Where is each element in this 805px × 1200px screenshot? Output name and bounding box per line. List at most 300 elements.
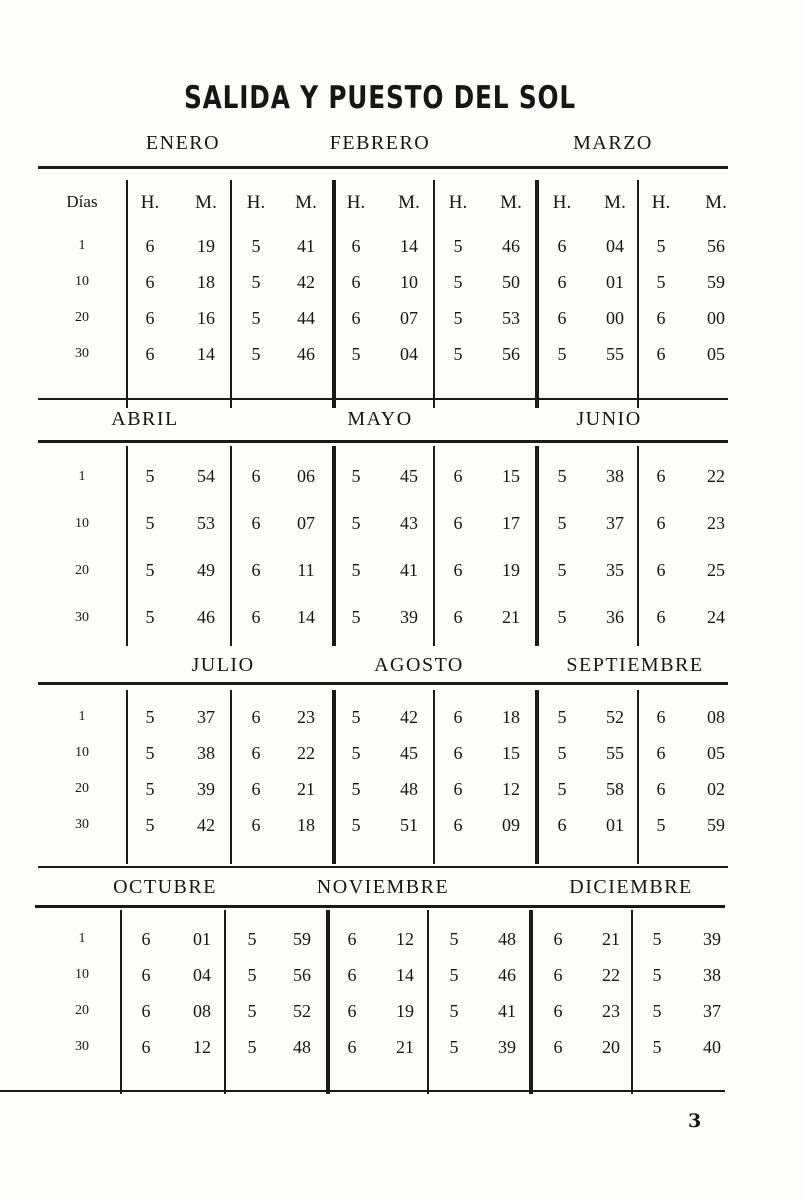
- time-cell: 46: [197, 607, 215, 627]
- time-cell: 5: [557, 779, 567, 799]
- time-cell: 08: [193, 1001, 211, 1021]
- month-name-febrero: FEBRERO: [329, 132, 431, 154]
- time-cell: 48: [293, 1037, 311, 1057]
- time-cell: 6: [656, 779, 666, 799]
- time-cell: 50: [502, 272, 520, 292]
- time-cell: 6: [251, 513, 261, 533]
- time-cell: 45: [400, 743, 418, 763]
- month-name-agosto: AGOSTO: [374, 654, 464, 676]
- minutes-header: M.: [500, 192, 522, 213]
- month-name-julio: JULIO: [191, 654, 255, 676]
- hour-column: [433, 699, 483, 843]
- minute-column: [590, 453, 640, 641]
- time-cell: 01: [193, 929, 211, 949]
- hour-column: [331, 699, 381, 843]
- time-cell: 41: [297, 236, 315, 256]
- time-cell: 6: [656, 560, 666, 580]
- horizontal-rule: [38, 682, 728, 685]
- time-cell: 5: [557, 607, 567, 627]
- month-name-septiembre: SEPTIEMBRE: [566, 654, 704, 676]
- time-cell: 22: [602, 965, 620, 985]
- hours-header: H.: [246, 192, 266, 213]
- time-cell: 00: [606, 308, 624, 328]
- hour-column: [433, 453, 483, 641]
- hours-header: H.: [651, 192, 671, 213]
- time-cell: 5: [351, 513, 361, 533]
- time-cell: 51: [400, 815, 418, 835]
- time-cell: 6: [453, 815, 463, 835]
- time-cell: 54: [197, 466, 215, 486]
- hour-column: [231, 453, 281, 641]
- minute-column: [384, 453, 434, 641]
- time-cell: 37: [703, 1001, 721, 1021]
- time-cell: 6: [251, 779, 261, 799]
- time-cell: 5: [557, 513, 567, 533]
- time-cell: 6: [145, 308, 155, 328]
- month-name-octubre: OCTUBRE: [113, 876, 217, 898]
- time-cell: 11: [297, 560, 315, 580]
- time-cell: 25: [707, 560, 725, 580]
- time-cell: 55: [606, 743, 624, 763]
- month-name-junio: JUNIO: [576, 408, 642, 430]
- day-cell: 1: [78, 931, 86, 946]
- time-cell: 56: [502, 344, 520, 364]
- minute-column: [380, 921, 430, 1065]
- time-cell: 46: [297, 344, 315, 364]
- time-cell: 6: [656, 466, 666, 486]
- time-cell: 39: [498, 1037, 516, 1057]
- month-header-row: [0, 652, 805, 684]
- day-column: [52, 921, 112, 1065]
- time-cell: 5: [557, 707, 567, 727]
- time-cell: 6: [553, 965, 563, 985]
- month-name-mayo: MAYO: [347, 408, 413, 430]
- time-cell: 01: [606, 815, 624, 835]
- time-cell: 5: [351, 743, 361, 763]
- time-cell: 44: [297, 308, 315, 328]
- day-cell: 1: [78, 238, 86, 253]
- time-cell: 59: [707, 815, 725, 835]
- time-cell: 12: [396, 929, 414, 949]
- time-cell: 5: [351, 815, 361, 835]
- time-cell: 09: [502, 815, 520, 835]
- time-cell: 5: [453, 236, 463, 256]
- time-cell: 5: [145, 560, 155, 580]
- time-cell: 02: [707, 779, 725, 799]
- time-cell: 6: [141, 1001, 151, 1021]
- time-cell: 5: [557, 344, 567, 364]
- time-cell: 01: [606, 272, 624, 292]
- time-cell: 18: [197, 272, 215, 292]
- month-name-abril: ABRIL: [111, 408, 179, 430]
- time-cell: 15: [502, 466, 520, 486]
- time-cell: 6: [251, 815, 261, 835]
- time-cell: 6: [557, 272, 567, 292]
- time-cell: 6: [251, 707, 261, 727]
- month-name-marzo: MARZO: [573, 132, 653, 154]
- minute-column: [384, 192, 434, 372]
- time-cell: 59: [293, 929, 311, 949]
- time-cell: 48: [400, 779, 418, 799]
- time-cell: 6: [347, 929, 357, 949]
- time-cell: 5: [557, 466, 567, 486]
- time-cell: 06: [297, 466, 315, 486]
- time-cell: 23: [602, 1001, 620, 1021]
- minute-column: [281, 453, 331, 641]
- time-cell: 6: [351, 308, 361, 328]
- time-cell: 6: [656, 513, 666, 533]
- minute-column: [277, 921, 327, 1065]
- hour-column: [327, 921, 377, 1065]
- time-cell: 12: [502, 779, 520, 799]
- time-cell: 6: [453, 466, 463, 486]
- time-cell: 6: [453, 560, 463, 580]
- day-cell: 20: [75, 563, 89, 578]
- minute-column: [281, 192, 331, 372]
- time-cell: 19: [502, 560, 520, 580]
- time-cell: 5: [652, 965, 662, 985]
- hour-column: [632, 921, 682, 1065]
- time-cell: 6: [141, 1037, 151, 1057]
- month-name-noviembre: NOVIEMBRE: [316, 876, 450, 898]
- time-cell: 5: [449, 1001, 459, 1021]
- time-cell: 23: [707, 513, 725, 533]
- minute-column: [384, 699, 434, 843]
- horizontal-rule: [38, 398, 728, 400]
- time-cell: 5: [247, 1037, 257, 1057]
- time-cell: 55: [606, 344, 624, 364]
- hour-column: [231, 192, 281, 372]
- time-cell: 6: [557, 815, 567, 835]
- hour-column: [125, 699, 175, 843]
- time-cell: 42: [400, 707, 418, 727]
- minutes-header: M.: [195, 192, 217, 213]
- time-cell: 5: [145, 607, 155, 627]
- time-cell: 6: [347, 965, 357, 985]
- minute-column: [486, 699, 536, 843]
- day-cell: 1: [78, 709, 86, 724]
- horizontal-rule: [38, 440, 728, 443]
- hour-column: [636, 192, 686, 372]
- minutes-header: M.: [705, 192, 727, 213]
- hour-column: [636, 699, 686, 843]
- time-cell: 00: [707, 308, 725, 328]
- day-cell: 30: [75, 610, 89, 625]
- time-cell: 04: [606, 236, 624, 256]
- minute-column: [281, 699, 331, 843]
- day-cell: 10: [75, 516, 89, 531]
- minute-column: [181, 699, 231, 843]
- time-cell: 6: [453, 743, 463, 763]
- time-cell: 5: [351, 344, 361, 364]
- time-cell: 5: [351, 466, 361, 486]
- time-cell: 5: [251, 236, 261, 256]
- time-cell: 19: [396, 1001, 414, 1021]
- time-cell: 5: [557, 560, 567, 580]
- time-cell: 5: [449, 1037, 459, 1057]
- hour-column: [533, 921, 583, 1065]
- hour-column: [537, 192, 587, 372]
- time-cell: 20: [602, 1037, 620, 1057]
- time-cell: 5: [145, 743, 155, 763]
- time-cell: 23: [297, 707, 315, 727]
- time-cell: 5: [557, 743, 567, 763]
- month-name-enero: ENERO: [145, 132, 221, 154]
- time-cell: 5: [449, 929, 459, 949]
- hour-column: [125, 192, 175, 372]
- time-cell: 10: [400, 272, 418, 292]
- time-cell: 6: [656, 344, 666, 364]
- page-title: SALIDA Y PUESTO DEL SOL: [184, 80, 576, 116]
- time-cell: 46: [502, 236, 520, 256]
- day-cell: 10: [75, 967, 89, 982]
- day-cell: 30: [75, 346, 89, 361]
- time-cell: 5: [145, 779, 155, 799]
- time-cell: 38: [606, 466, 624, 486]
- time-cell: 5: [351, 607, 361, 627]
- section-enero-marzo: [0, 130, 805, 428]
- time-cell: 56: [293, 965, 311, 985]
- day-column: [52, 192, 112, 372]
- time-cell: 14: [197, 344, 215, 364]
- time-cell: 6: [453, 779, 463, 799]
- time-cell: 15: [502, 743, 520, 763]
- minute-column: [586, 921, 636, 1065]
- time-cell: 5: [145, 466, 155, 486]
- time-cell: 37: [606, 513, 624, 533]
- section-julio-septiembre: [0, 652, 805, 884]
- time-cell: 6: [251, 560, 261, 580]
- time-cell: 04: [193, 965, 211, 985]
- time-cell: 05: [707, 344, 725, 364]
- hour-column: [121, 921, 171, 1065]
- time-cell: 6: [656, 743, 666, 763]
- hours-header: H.: [346, 192, 366, 213]
- time-cell: 6: [145, 344, 155, 364]
- horizontal-rule: [38, 866, 728, 868]
- time-cell: 49: [197, 560, 215, 580]
- time-cell: 37: [197, 707, 215, 727]
- time-cell: 16: [197, 308, 215, 328]
- time-cell: 38: [197, 743, 215, 763]
- time-cell: 56: [707, 236, 725, 256]
- minute-column: [691, 192, 741, 372]
- time-cell: 14: [400, 236, 418, 256]
- time-cell: 6: [141, 965, 151, 985]
- minute-column: [590, 699, 640, 843]
- time-cell: 45: [400, 466, 418, 486]
- time-cell: 17: [502, 513, 520, 533]
- time-cell: 08: [707, 707, 725, 727]
- time-cell: 53: [197, 513, 215, 533]
- minute-column: [486, 453, 536, 641]
- time-cell: 5: [145, 513, 155, 533]
- time-cell: 6: [347, 1037, 357, 1057]
- minute-column: [181, 192, 231, 372]
- hour-column: [537, 699, 587, 843]
- day-cell: 10: [75, 745, 89, 760]
- time-cell: 5: [453, 272, 463, 292]
- days-header: Días: [66, 192, 98, 211]
- time-cell: 21: [396, 1037, 414, 1057]
- time-cell: 35: [606, 560, 624, 580]
- day-cell: 1: [78, 469, 86, 484]
- time-cell: 5: [656, 815, 666, 835]
- time-cell: 22: [707, 466, 725, 486]
- time-cell: 6: [553, 929, 563, 949]
- hour-column: [636, 453, 686, 641]
- time-cell: 58: [606, 779, 624, 799]
- hour-column: [331, 192, 381, 372]
- horizontal-rule: [0, 1090, 725, 1092]
- day-cell: 10: [75, 274, 89, 289]
- minutes-header: M.: [295, 192, 317, 213]
- time-cell: 39: [197, 779, 215, 799]
- time-cell: 5: [145, 815, 155, 835]
- time-cell: 19: [197, 236, 215, 256]
- time-cell: 6: [557, 236, 567, 256]
- time-cell: 6: [251, 607, 261, 627]
- time-cell: 5: [247, 929, 257, 949]
- month-name-diciembre: DICIEMBRE: [569, 876, 693, 898]
- time-cell: 5: [247, 1001, 257, 1021]
- time-cell: 6: [251, 466, 261, 486]
- hour-column: [537, 453, 587, 641]
- time-cell: 5: [656, 272, 666, 292]
- time-cell: 5: [652, 1037, 662, 1057]
- time-cell: 41: [400, 560, 418, 580]
- time-cell: 52: [606, 707, 624, 727]
- time-cell: 6: [145, 272, 155, 292]
- time-cell: 14: [297, 607, 315, 627]
- minute-column: [691, 453, 741, 641]
- time-cell: 07: [297, 513, 315, 533]
- hour-column: [125, 453, 175, 641]
- time-cell: 12: [193, 1037, 211, 1057]
- time-cell: 5: [652, 1001, 662, 1021]
- time-cell: 5: [453, 344, 463, 364]
- time-cell: 04: [400, 344, 418, 364]
- time-cell: 53: [502, 308, 520, 328]
- time-cell: 6: [351, 272, 361, 292]
- time-cell: 6: [656, 707, 666, 727]
- time-cell: 39: [703, 929, 721, 949]
- time-cell: 5: [145, 707, 155, 727]
- time-cell: 41: [498, 1001, 516, 1021]
- hour-column: [429, 921, 479, 1065]
- day-column: [52, 699, 112, 843]
- time-cell: 6: [656, 308, 666, 328]
- time-cell: 18: [297, 815, 315, 835]
- day-cell: 30: [75, 1039, 89, 1054]
- time-cell: 5: [652, 929, 662, 949]
- time-cell: 6: [453, 607, 463, 627]
- hours-header: H.: [552, 192, 572, 213]
- minute-column: [181, 453, 231, 641]
- minute-column: [177, 921, 227, 1065]
- time-cell: 14: [396, 965, 414, 985]
- minute-column: [687, 921, 737, 1065]
- time-cell: 6: [251, 743, 261, 763]
- time-cell: 59: [707, 272, 725, 292]
- time-cell: 6: [553, 1037, 563, 1057]
- time-cell: 21: [602, 929, 620, 949]
- time-cell: 6: [141, 929, 151, 949]
- time-cell: 22: [297, 743, 315, 763]
- time-cell: 6: [347, 1001, 357, 1021]
- time-cell: 5: [453, 308, 463, 328]
- time-cell: 36: [606, 607, 624, 627]
- day-cell: 20: [75, 310, 89, 325]
- time-cell: 5: [656, 236, 666, 256]
- minute-column: [590, 192, 640, 372]
- time-cell: 40: [703, 1037, 721, 1057]
- time-cell: 38: [703, 965, 721, 985]
- time-cell: 52: [293, 1001, 311, 1021]
- time-cell: 6: [453, 707, 463, 727]
- time-cell: 42: [197, 815, 215, 835]
- hour-column: [227, 921, 277, 1065]
- time-cell: 5: [251, 272, 261, 292]
- time-cell: 48: [498, 929, 516, 949]
- section-abril-junio: [0, 406, 805, 666]
- day-cell: 20: [75, 781, 89, 796]
- minute-column: [482, 921, 532, 1065]
- minutes-header: M.: [398, 192, 420, 213]
- day-column: [52, 453, 112, 641]
- time-cell: 21: [297, 779, 315, 799]
- time-cell: 6: [145, 236, 155, 256]
- hour-column: [433, 192, 483, 372]
- page-number: 3: [688, 1110, 702, 1132]
- time-cell: 5: [247, 965, 257, 985]
- time-cell: 21: [502, 607, 520, 627]
- hours-header: H.: [140, 192, 160, 213]
- hour-column: [331, 453, 381, 641]
- time-cell: 6: [656, 607, 666, 627]
- time-cell: 5: [351, 779, 361, 799]
- hours-header: H.: [448, 192, 468, 213]
- time-cell: 6: [453, 513, 463, 533]
- section-octubre-diciembre: [0, 874, 805, 1114]
- time-cell: 07: [400, 308, 418, 328]
- minute-column: [691, 699, 741, 843]
- horizontal-rule: [38, 166, 728, 169]
- time-cell: 6: [553, 1001, 563, 1021]
- minute-column: [486, 192, 536, 372]
- month-header-row: [0, 130, 805, 162]
- time-cell: 24: [707, 607, 725, 627]
- time-cell: 5: [351, 707, 361, 727]
- time-cell: 18: [502, 707, 520, 727]
- time-cell: 43: [400, 513, 418, 533]
- time-cell: 42: [297, 272, 315, 292]
- minutes-header: M.: [604, 192, 626, 213]
- month-header-row: [0, 406, 805, 438]
- time-cell: 5: [251, 344, 261, 364]
- day-cell: 20: [75, 1003, 89, 1018]
- time-cell: 39: [400, 607, 418, 627]
- time-cell: 5: [251, 308, 261, 328]
- horizontal-rule: [35, 905, 725, 908]
- day-cell: 30: [75, 817, 89, 832]
- time-cell: 46: [498, 965, 516, 985]
- hour-column: [231, 699, 281, 843]
- time-cell: 5: [449, 965, 459, 985]
- month-header-row: [0, 874, 805, 906]
- time-cell: 6: [351, 236, 361, 256]
- time-cell: 5: [351, 560, 361, 580]
